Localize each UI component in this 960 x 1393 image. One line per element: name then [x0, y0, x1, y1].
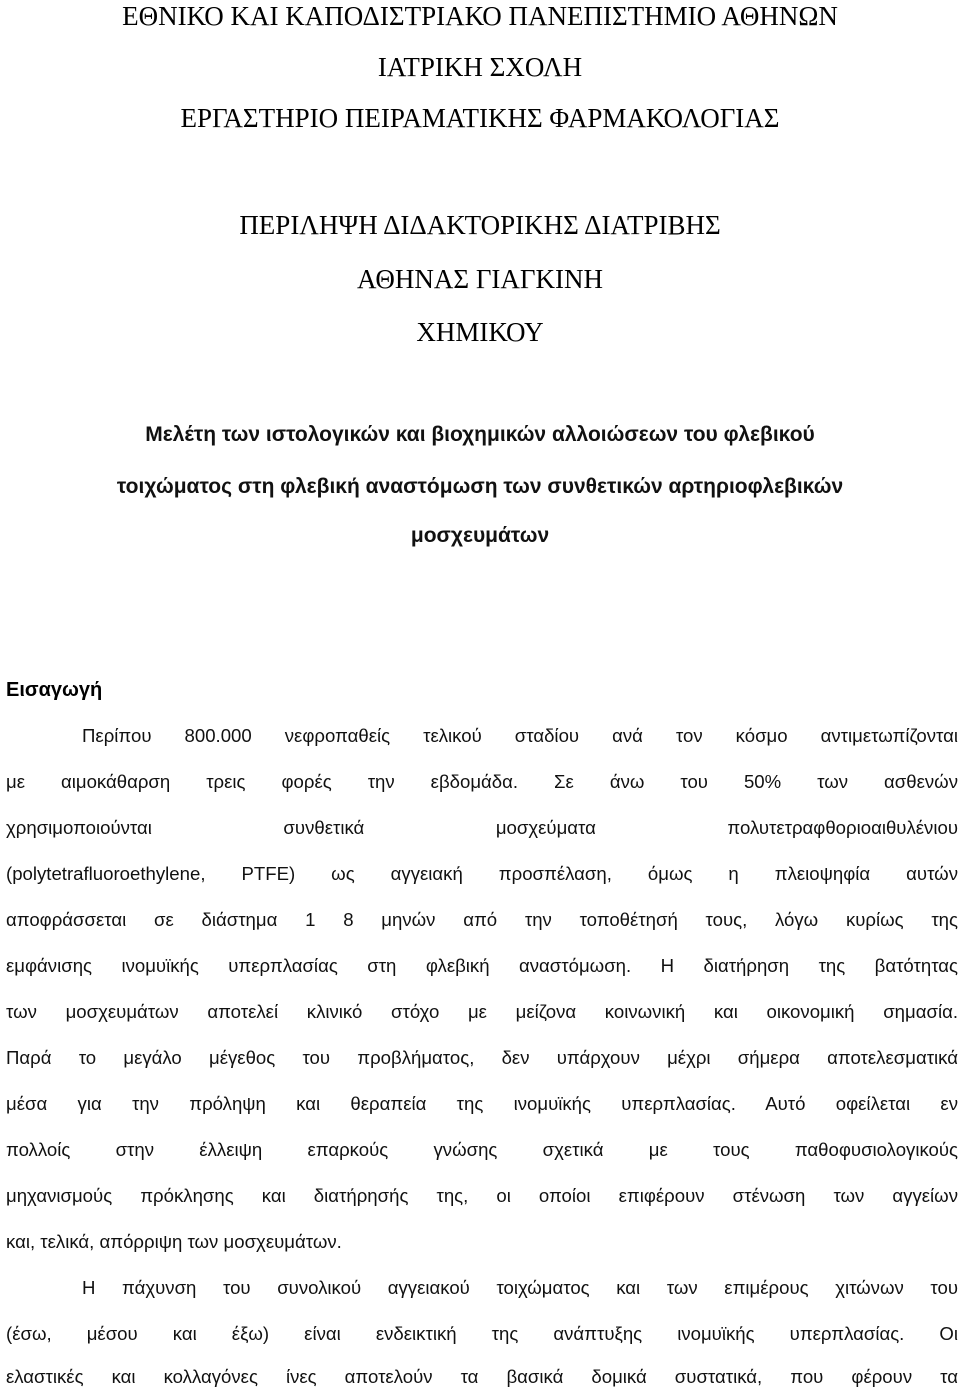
body-line-12: και, τελικά, απόρριψη των μοσχευμάτων.: [6, 1231, 342, 1252]
body-line-15: ελαστικές και κολλαγόνες ίνες αποτελούν τα βασικά δομικά συστατικά, που φέρουν τα: [6, 1366, 958, 1387]
body-line-11: μηχανισμούς πρόκλησης και διατήρησής της, οι οποίοι επιφέρουν στένωση των αγγείων: [6, 1185, 958, 1206]
school-name: ΙΑΤΡΙΚΗ ΣΧΟΛΗ: [377, 52, 583, 82]
author-field: ΧΗΜΙΚΟΥ: [416, 317, 544, 347]
thesis-title-line-1: Μελέτη των ιστολογικών και βιοχημικών αλλοιώσεων του φλεβικού: [145, 423, 815, 446]
thesis-title-line-2: τοιχώματος στη φλεβική αναστόμωση των συνθετικών αρτηριοφλεβικών: [116, 475, 844, 498]
body-line-2: με αιμοκάθαρση τρεις φορές την εβδομάδα. Σε άνω του 50% των ασθενών: [6, 771, 958, 792]
body-line-13: Η πάχυνση του συνολικού αγγειακού τοιχώματος και των επιμέρους χιτώνων του: [82, 1277, 958, 1298]
body-line-10: πολλοίς στην έλλειψη επαρκούς γνώσης σχετικά με τους παθοφυσιολογικούς: [6, 1139, 958, 1160]
section-heading: Εισαγωγή: [6, 679, 103, 701]
document-type: ΠΕΡΙΛΗΨΗ ΔΙΔΑΚΤΟΡΙΚΗΣ ΔΙΑΤΡΙΒΗΣ: [239, 210, 721, 240]
author-name: ΑΘΗΝΑΣ ΓΙΑΓΚΙΝΗ: [356, 264, 604, 294]
body-line-4: (polytetrafluoroethylene, PTFE) ως αγγειακή προσπέλαση, όμως η πλειοψηφία αυτών: [6, 863, 958, 884]
body-line-1: Περίπου 800.000 νεφροπαθείς τελικού σταδίου ανά τον κόσμο αντιμετωπίζονται: [82, 725, 958, 746]
university-name: ΕΘΝΙΚΟ ΚΑΙ ΚΑΠΟΔΙΣΤΡΙΑΚΟ ΠΑΝΕΠΙΣΤΗΜΙΟ ΑΘΗΝΩΝ: [122, 1, 838, 31]
thesis-title-line-3: μοσχευμάτων: [410, 524, 550, 547]
body-line-6: εμφάνισης ινομυϊκής υπερπλασίας στη φλεβική αναστόμωση. Η διατήρηση της βατότητας: [6, 955, 958, 976]
body-line-3: χρησιμοποιούνται συνθετικά μοσχεύματα πολυτετραφθοριοαιθυλένιου: [6, 817, 958, 838]
body-line-5: αποφράσσεται σε διάστημα 1 8 μηνών από την τοποθέτησή τους, λόγω κυρίως της: [6, 909, 958, 930]
body-line-14: (έσω, μέσου και έξω) είναι ενδεικτική της ανάπτυξης ινομυϊκής υπερπλασίας. Οι: [6, 1323, 958, 1344]
body-line-9: μέσα για την πρόληψη και θεραπεία της ινομυϊκής υπερπλασίας. Αυτό οφείλεται εν: [6, 1093, 958, 1114]
body-line-7: των μοσχευμάτων αποτελεί κλινικό στόχο με μείζονα κοινωνική και οικονομική σημασία.: [6, 1001, 958, 1022]
laboratory-name: ΕΡΓΑΣΤΗΡΙΟ ΠΕΙΡΑΜΑΤΙΚΗΣ ΦΑΡΜΑΚΟΛΟΓΙΑΣ: [180, 103, 780, 133]
body-line-8: Παρά το μεγάλο μέγεθος του προβλήματος, δεν υπάρχουν μέχρι σήμερα αποτελεσματικά: [6, 1047, 958, 1068]
